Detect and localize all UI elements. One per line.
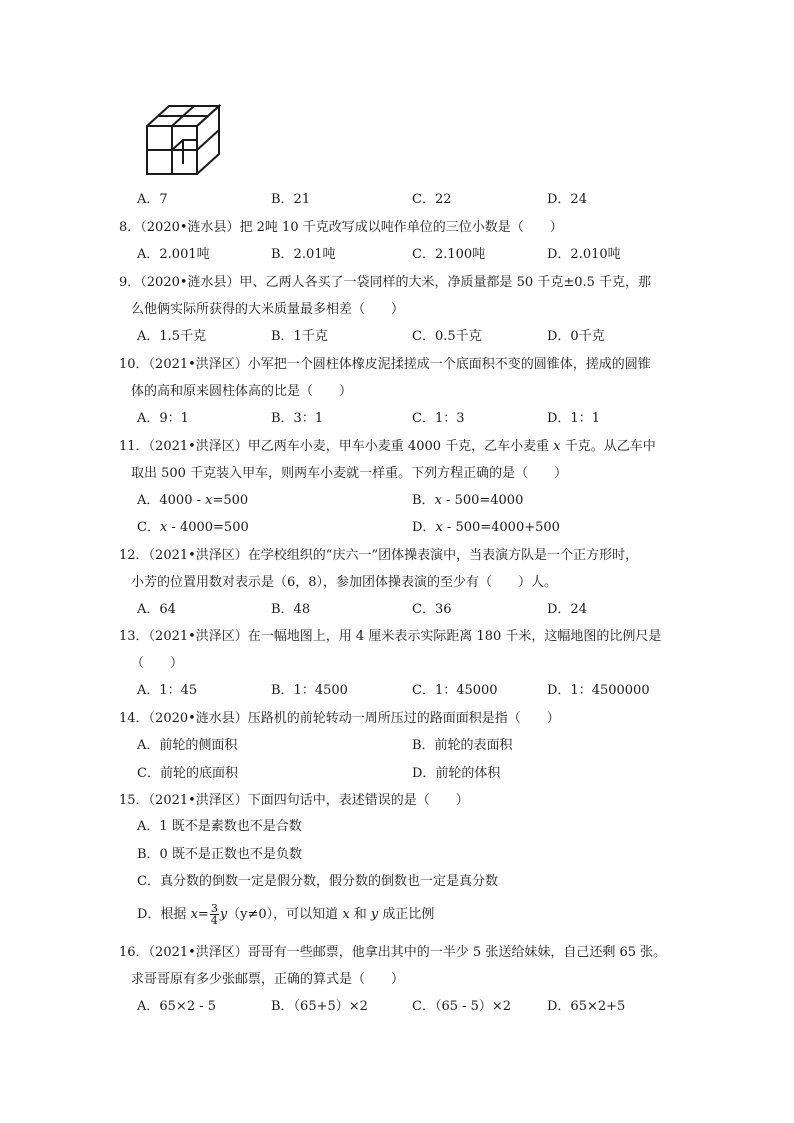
q12-option-d[interactable]: D．24 [547, 602, 587, 617]
q14-stem: 14．（2020•涟水县）压路机的前轮转动一周所压过的路面面积是指（ ） [119, 711, 560, 726]
q15-option-d-x: x [190, 907, 198, 922]
q12-option-c[interactable]: C．36 [412, 602, 452, 617]
q15-option-d-x2: x [342, 907, 350, 922]
q11-options-row1 [137, 489, 697, 513]
q13-options [137, 679, 697, 703]
question-12 [119, 542, 679, 596]
q8-option-c[interactable]: C．2.100吨 [412, 247, 486, 262]
q15-option-d-end: 成正比例 [378, 907, 435, 922]
fraction-denominator: 4 [210, 914, 218, 927]
q11-option-c-pre: C． [137, 520, 160, 535]
question-16 [119, 939, 679, 993]
question-8 [119, 214, 679, 241]
q13-option-d[interactable]: D．1：4500000 [547, 683, 650, 698]
q10-stem-line1: 10．（2021•洪泽区）小军把一个圆柱体橡皮泥揉搓成一个底面积不变的圆锥体，搓成的圆锥 [119, 357, 651, 372]
q16-options [137, 995, 697, 1019]
q16-option-a[interactable]: A．65×2 - 5 [137, 999, 217, 1014]
q9-stem-line1: 9．（2020•涟水县）甲、乙两人各买了一袋同样的大米，净质量都是 50 千克±0.5 千克，那 [119, 275, 652, 290]
q16-option-c[interactable]: C．（65 - 5）×2 [412, 999, 512, 1014]
q15-option-d-and: 和 [349, 907, 371, 922]
q15-option-c[interactable]: C．真分数的倒数一定是假分数，假分数的倒数也一定是真分数 [137, 874, 498, 889]
q13-option-b[interactable]: B．1：4500 [271, 683, 348, 698]
q15-option-d-y: y [219, 907, 228, 922]
q11-option-b-post: - 500=4000 [441, 493, 524, 508]
q15-option-d-pre: D．根据 [137, 907, 191, 922]
q8-option-b[interactable]: B．2.01吨 [271, 247, 336, 262]
q11-option-c-x: x [159, 520, 168, 535]
q14-option-a[interactable]: A．前轮的侧面积 [137, 738, 238, 753]
q16-stem-line1: 16．（2021•洪泽区）哥哥有一些邮票，他拿出其中的一半少 5 张送给妹妹，自己还剩 65 张。 [119, 945, 667, 960]
q8-option-a[interactable]: A．2.001吨 [137, 247, 210, 262]
q12-option-a[interactable]: A．64 [137, 602, 176, 617]
q11-stem-part2: 千克。从乙车中 [560, 439, 656, 454]
fraction-3-4 [210, 903, 219, 926]
q16-option-b[interactable]: B．（65+5）×2 [271, 999, 368, 1014]
question-14 [119, 705, 679, 732]
q10-option-c[interactable]: C．1：3 [412, 411, 465, 426]
q11-option-b-x: x [434, 493, 442, 508]
q8-option-d[interactable]: D．2.010吨 [547, 247, 621, 262]
q9-option-a[interactable]: A．1.5千克 [137, 329, 207, 344]
q11-option-c-post: - 4000=500 [167, 520, 249, 535]
q7-option-d[interactable]: D．24 [547, 192, 587, 207]
fraction-numerator: 3 [210, 902, 218, 915]
q15-stem: 15．（2021•洪泽区）下面四句话中，表述错误的是（ ） [119, 793, 469, 808]
q11-option-a-pre: A．4000 - [137, 493, 206, 508]
q8-options [137, 243, 697, 267]
q11-option-a-x: x [205, 493, 213, 508]
question-11 [119, 433, 679, 487]
q11-variable-x: x [553, 439, 561, 454]
q11-option-b[interactable] [412, 489, 523, 513]
q14-option-b[interactable]: B．前轮的表面积 [412, 738, 513, 753]
q7-options [137, 188, 697, 212]
q11-option-d-pre: D． [412, 520, 436, 535]
q16-option-d[interactable]: D．65×2+5 [547, 999, 626, 1014]
q11-stem-line1 [119, 433, 679, 460]
q11-option-a[interactable] [137, 489, 248, 513]
question-10 [119, 351, 679, 405]
q8-stem: 8．（2020•涟水县）把 2吨 10 千克改写成以吨作单位的三位小数是（ ） [119, 220, 563, 235]
question-9 [119, 269, 679, 323]
q13-option-a[interactable]: A．1：45 [137, 683, 198, 698]
q11-option-d[interactable] [412, 516, 560, 540]
q16-stem-line2: 求哥哥原有多少张邮票，正确的算式是（ ） [131, 972, 405, 987]
q9-option-d[interactable]: D．0千克 [547, 329, 605, 344]
q15-option-d-eq: = [197, 907, 209, 922]
q14-option-c[interactable]: C．前轮的底面积 [137, 766, 238, 781]
q11-stem-part1: 11．（2021•洪泽区）甲乙两车小麦，甲车小麦重 4000 千克，乙车小麦重 [119, 439, 554, 454]
q10-option-d[interactable]: D．1：1 [547, 411, 600, 426]
q12-stem-line1: 12．（2021•洪泽区）在学校组织的“庆六一”团体操表演中，当表演方队是一个正方形时， [119, 548, 639, 563]
q11-option-c[interactable] [137, 516, 249, 540]
q15-option-b[interactable]: B．0 既不是正数也不是负数 [137, 847, 302, 862]
q15-option-d[interactable] [137, 903, 434, 927]
q10-option-b[interactable]: B．3：1 [271, 411, 324, 426]
q14-option-d[interactable]: D．前轮的体积 [412, 766, 501, 781]
q10-options [137, 407, 697, 431]
q10-stem-line2: 体的高和原来圆柱体高的比是（ ） [131, 384, 353, 399]
q11-option-d-post: - 500=4000+500 [442, 520, 560, 535]
q13-stem-line1: 13．（2021•洪泽区）在一幅地图上，用 4 厘米表示实际距离 180 千米，这幅地图的比例尺是 [119, 629, 662, 644]
question-13 [119, 623, 679, 677]
question-15 [119, 787, 679, 814]
q12-option-b[interactable]: B．48 [271, 602, 311, 617]
q11-options-row2 [137, 516, 697, 540]
q9-option-c[interactable]: C．0.5千克 [412, 329, 482, 344]
q10-option-a[interactable]: A．9：1 [137, 411, 189, 426]
q13-option-c[interactable]: C．1：45000 [412, 683, 498, 698]
q11-option-a-post: =500 [212, 493, 249, 508]
q15-option-d-y2: y [370, 907, 379, 922]
q15-option-d-cond: （y≠0），可以知道 [227, 907, 343, 922]
q11-stem-line2: 取出 500 千克装入甲车，则两车小麦就一样重。下列方程正确的是（ ） [131, 466, 568, 481]
q7-option-b[interactable]: B．21 [271, 192, 311, 207]
q9-option-b[interactable]: B．1千克 [271, 329, 328, 344]
q13-stem-line2: （ ） [131, 656, 184, 671]
q11-option-d-x: x [435, 520, 443, 535]
q9-stem-line2: 么他俩实际所获得的大米质量最多相差（ ） [131, 302, 405, 317]
q9-options [137, 325, 697, 349]
q14-options-row2 [137, 762, 697, 786]
q14-options-row1 [137, 734, 697, 758]
q7-option-c[interactable]: C．22 [412, 192, 452, 207]
q15-option-a[interactable]: A．1 既不是素数也不是合数 [137, 819, 302, 834]
q12-options [137, 598, 697, 622]
q7-option-a[interactable]: A．7 [137, 192, 168, 207]
cube-stack-figure [143, 100, 223, 178]
q11-option-b-pre: B． [412, 493, 435, 508]
q12-stem-line2: 小芳的位置用数对表示是（6，8），参加团体操表演的至少有（ ）人。 [131, 575, 558, 590]
